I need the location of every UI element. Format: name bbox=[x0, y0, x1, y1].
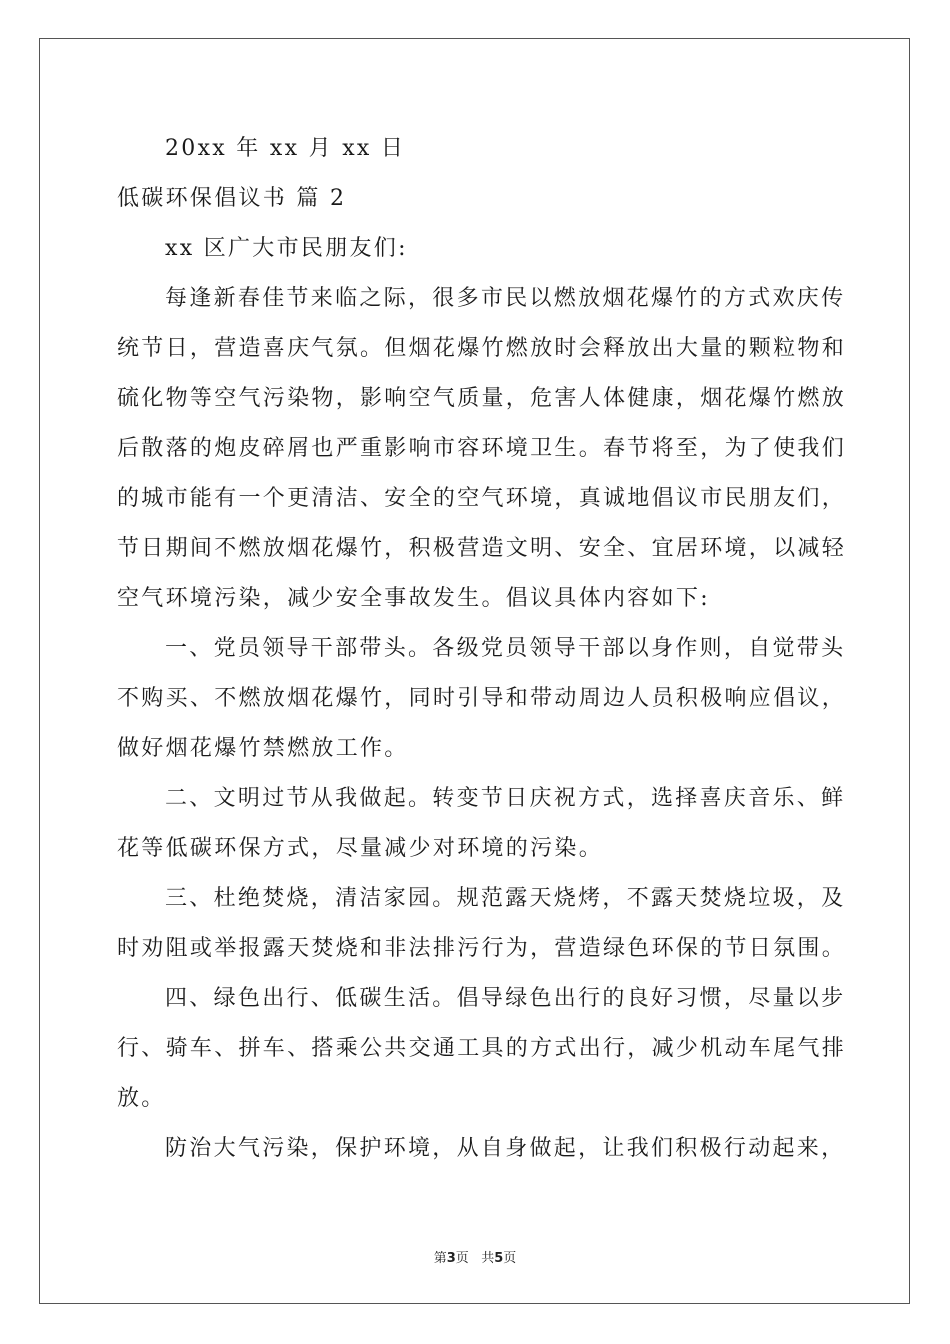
body-line: 花等低碳环保方式，尽量减少对环境的污染。 bbox=[117, 836, 604, 861]
total-prefix: 共 bbox=[481, 1251, 495, 1266]
body-line: 行、骑车、拼车、搭乘公共交通工具的方式出行，减少机动车尾气排 bbox=[117, 1036, 847, 1061]
body-line: 做好烟花爆竹禁燃放工作。 bbox=[117, 736, 409, 761]
document-body bbox=[117, 124, 847, 1174]
salutation: xx 区广大市民朋友们: bbox=[165, 236, 408, 261]
body-line: 不购买、不燃放烟花爆竹，同时引导和带动周边人员积极响应倡议， bbox=[117, 686, 847, 711]
body-text bbox=[117, 274, 847, 1174]
body-line: 每逢新春佳节来临之际，很多市民以燃放烟花爆竹的方式欢庆传 bbox=[165, 286, 846, 311]
body-line: 防治大气污染，保护环境，从自身做起，让我们积极行动起来， bbox=[165, 1136, 846, 1161]
date-line: 20xx 年 xx 月 xx 日 bbox=[165, 136, 406, 161]
body-line: 硫化物等空气污染物，影响空气质量，危害人体健康，烟花爆竹燃放 bbox=[117, 386, 847, 411]
section-heading: 低碳环保倡议书 篇 2 bbox=[117, 186, 347, 211]
body-line: 节日期间不燃放烟花爆竹，积极营造文明、安全、宜居环境，以减轻 bbox=[117, 536, 847, 561]
body-line: 三、杜绝焚烧，清洁家园。规范露天烧烤，不露天焚烧垃圾，及 bbox=[165, 886, 846, 911]
body-line: 时劝阻或举报露天焚烧和非法排污行为，营造绿色环保的节日氛围。 bbox=[117, 936, 847, 961]
page-suffix: 页 bbox=[455, 1251, 469, 1266]
total-pages-number: 5 bbox=[494, 1251, 504, 1266]
body-line: 的城市能有一个更清洁、安全的空气环境，真诚地倡议市民朋友们， bbox=[117, 486, 847, 511]
body-line: 四、绿色出行、低碳生活。倡导绿色出行的良好习惯，尽量以步 bbox=[165, 986, 846, 1011]
body-line: 二、文明过节从我做起。转变节日庆祝方式，选择喜庆音乐、鲜 bbox=[165, 786, 846, 811]
body-line: 空气环境污染，减少安全事故发生。倡议具体内容如下: bbox=[117, 586, 710, 611]
body-line: 统节日，营造喜庆气氛。但烟花爆竹燃放时会释放出大量的颗粒物和 bbox=[117, 336, 847, 361]
total-suffix: 页 bbox=[503, 1251, 517, 1266]
page-prefix: 第 bbox=[433, 1251, 447, 1266]
page-footer bbox=[0, 1247, 950, 1266]
current-page-number: 3 bbox=[446, 1251, 456, 1266]
body-line: 放。 bbox=[117, 1086, 166, 1111]
body-line: 后散落的炮皮碎屑也严重影响市容环境卫生。春节将至，为了使我们 bbox=[117, 436, 847, 461]
body-line: 一、党员领导干部带头。各级党员领导干部以身作则，自觉带头 bbox=[165, 636, 846, 661]
